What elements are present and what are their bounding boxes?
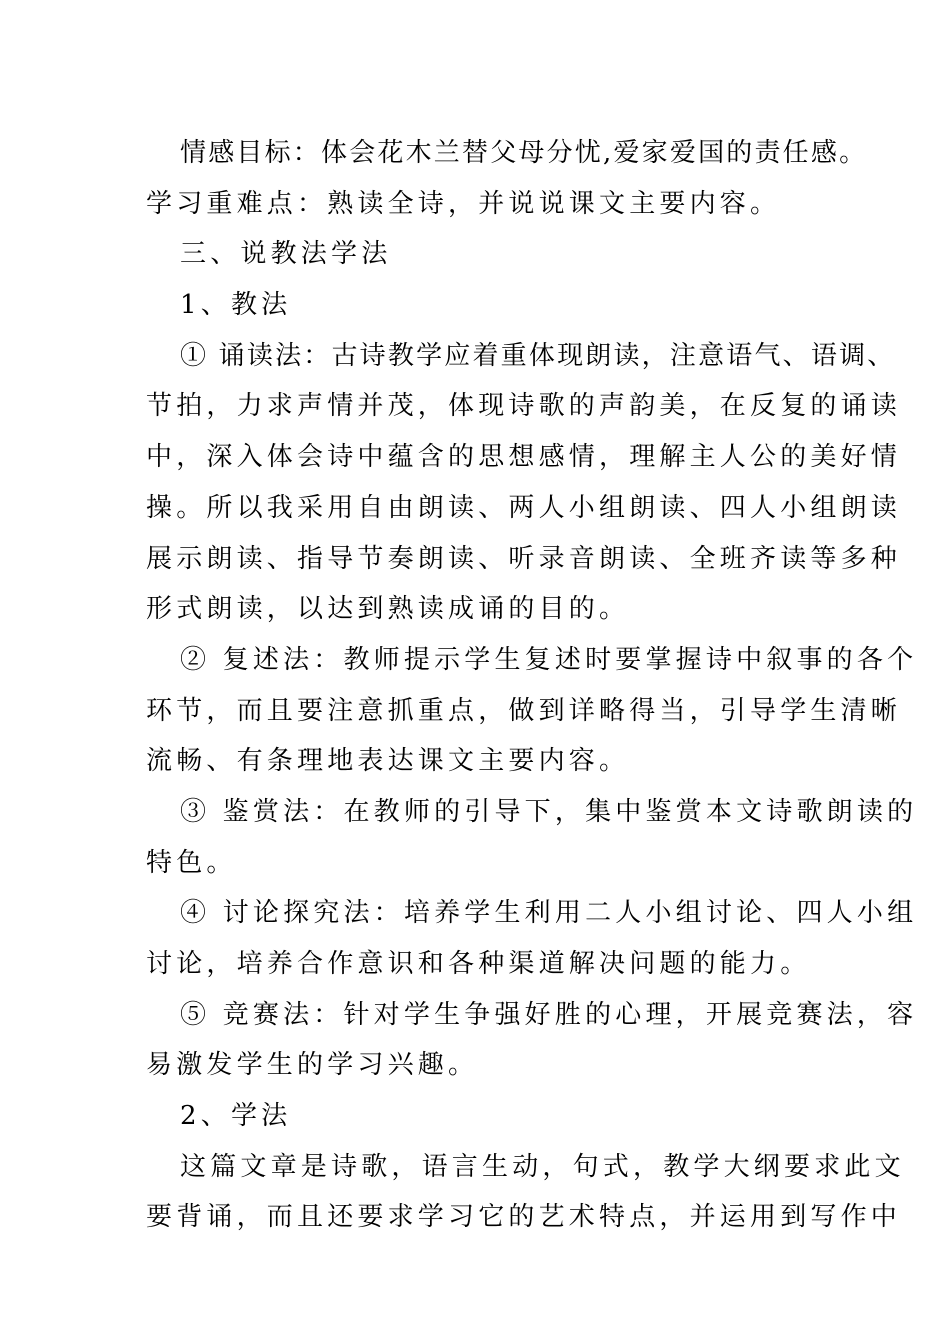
text-line: 1、教法: [180, 290, 292, 321]
text-line: 流畅、有条理地表达课文主要内容。: [146, 746, 630, 777]
text-line: 这篇文章是诗歌，语言生动，句式，教学大纲要求此文: [180, 1151, 905, 1182]
text-line: 特色。: [146, 847, 237, 878]
text-line: ① 诵读法：古诗教学应着重体现朗读，注意语气、语调、: [180, 340, 896, 371]
text-line: 情感目标：体会花木兰替父母分忧,爱家爱国的责任感。: [180, 138, 868, 168]
text-line: 展示朗读、指导节奏朗读、听录音朗读、全班齐读等多种: [146, 543, 902, 574]
text-line: 操。所以我采用自由朗读、两人小组朗读、四人小组朗读: [146, 492, 902, 523]
text-line: ③ 鉴赏法：在教师的引导下，集中鉴赏本文诗歌朗读的: [180, 796, 918, 827]
text-line: 环节，而且要注意抓重点，做到详略得当，引导学生清晰: [146, 695, 902, 726]
document-body: [146, 128, 918, 1243]
text-line: 2、学法: [180, 1101, 292, 1132]
text-line: 形式朗读，以达到熟读成诵的目的。: [146, 594, 630, 625]
text-line: 节拍，力求声情并茂，体现诗歌的声韵美，在反复的诵读: [146, 391, 902, 422]
text-line: 学习重难点：熟读全诗，并说说课文主要内容。: [146, 188, 781, 219]
text-line: 要背诵，而且还要求学习它的艺术特点，并运用到写作中: [146, 1202, 902, 1233]
text-line: 易激发学生的学习兴趣。: [146, 1050, 479, 1081]
text-line: ② 复述法：教师提示学生复述时要掌握诗中叙事的各个: [180, 644, 918, 675]
text-line: 三、说教法学法: [180, 239, 392, 270]
text-line: 讨论，培养合作意识和各种渠道解决问题的能力。: [146, 949, 811, 979]
text-line: ⑤ 竞赛法：针对学生争强好胜的心理，开展竞赛法，容: [180, 999, 918, 1030]
text-line: 中，深入体会诗中蕴含的思想感情，理解主人公的美好情: [146, 442, 902, 473]
text-line: ④ 讨论探究法：培养学生利用二人小组讨论、四人小组: [180, 898, 918, 929]
